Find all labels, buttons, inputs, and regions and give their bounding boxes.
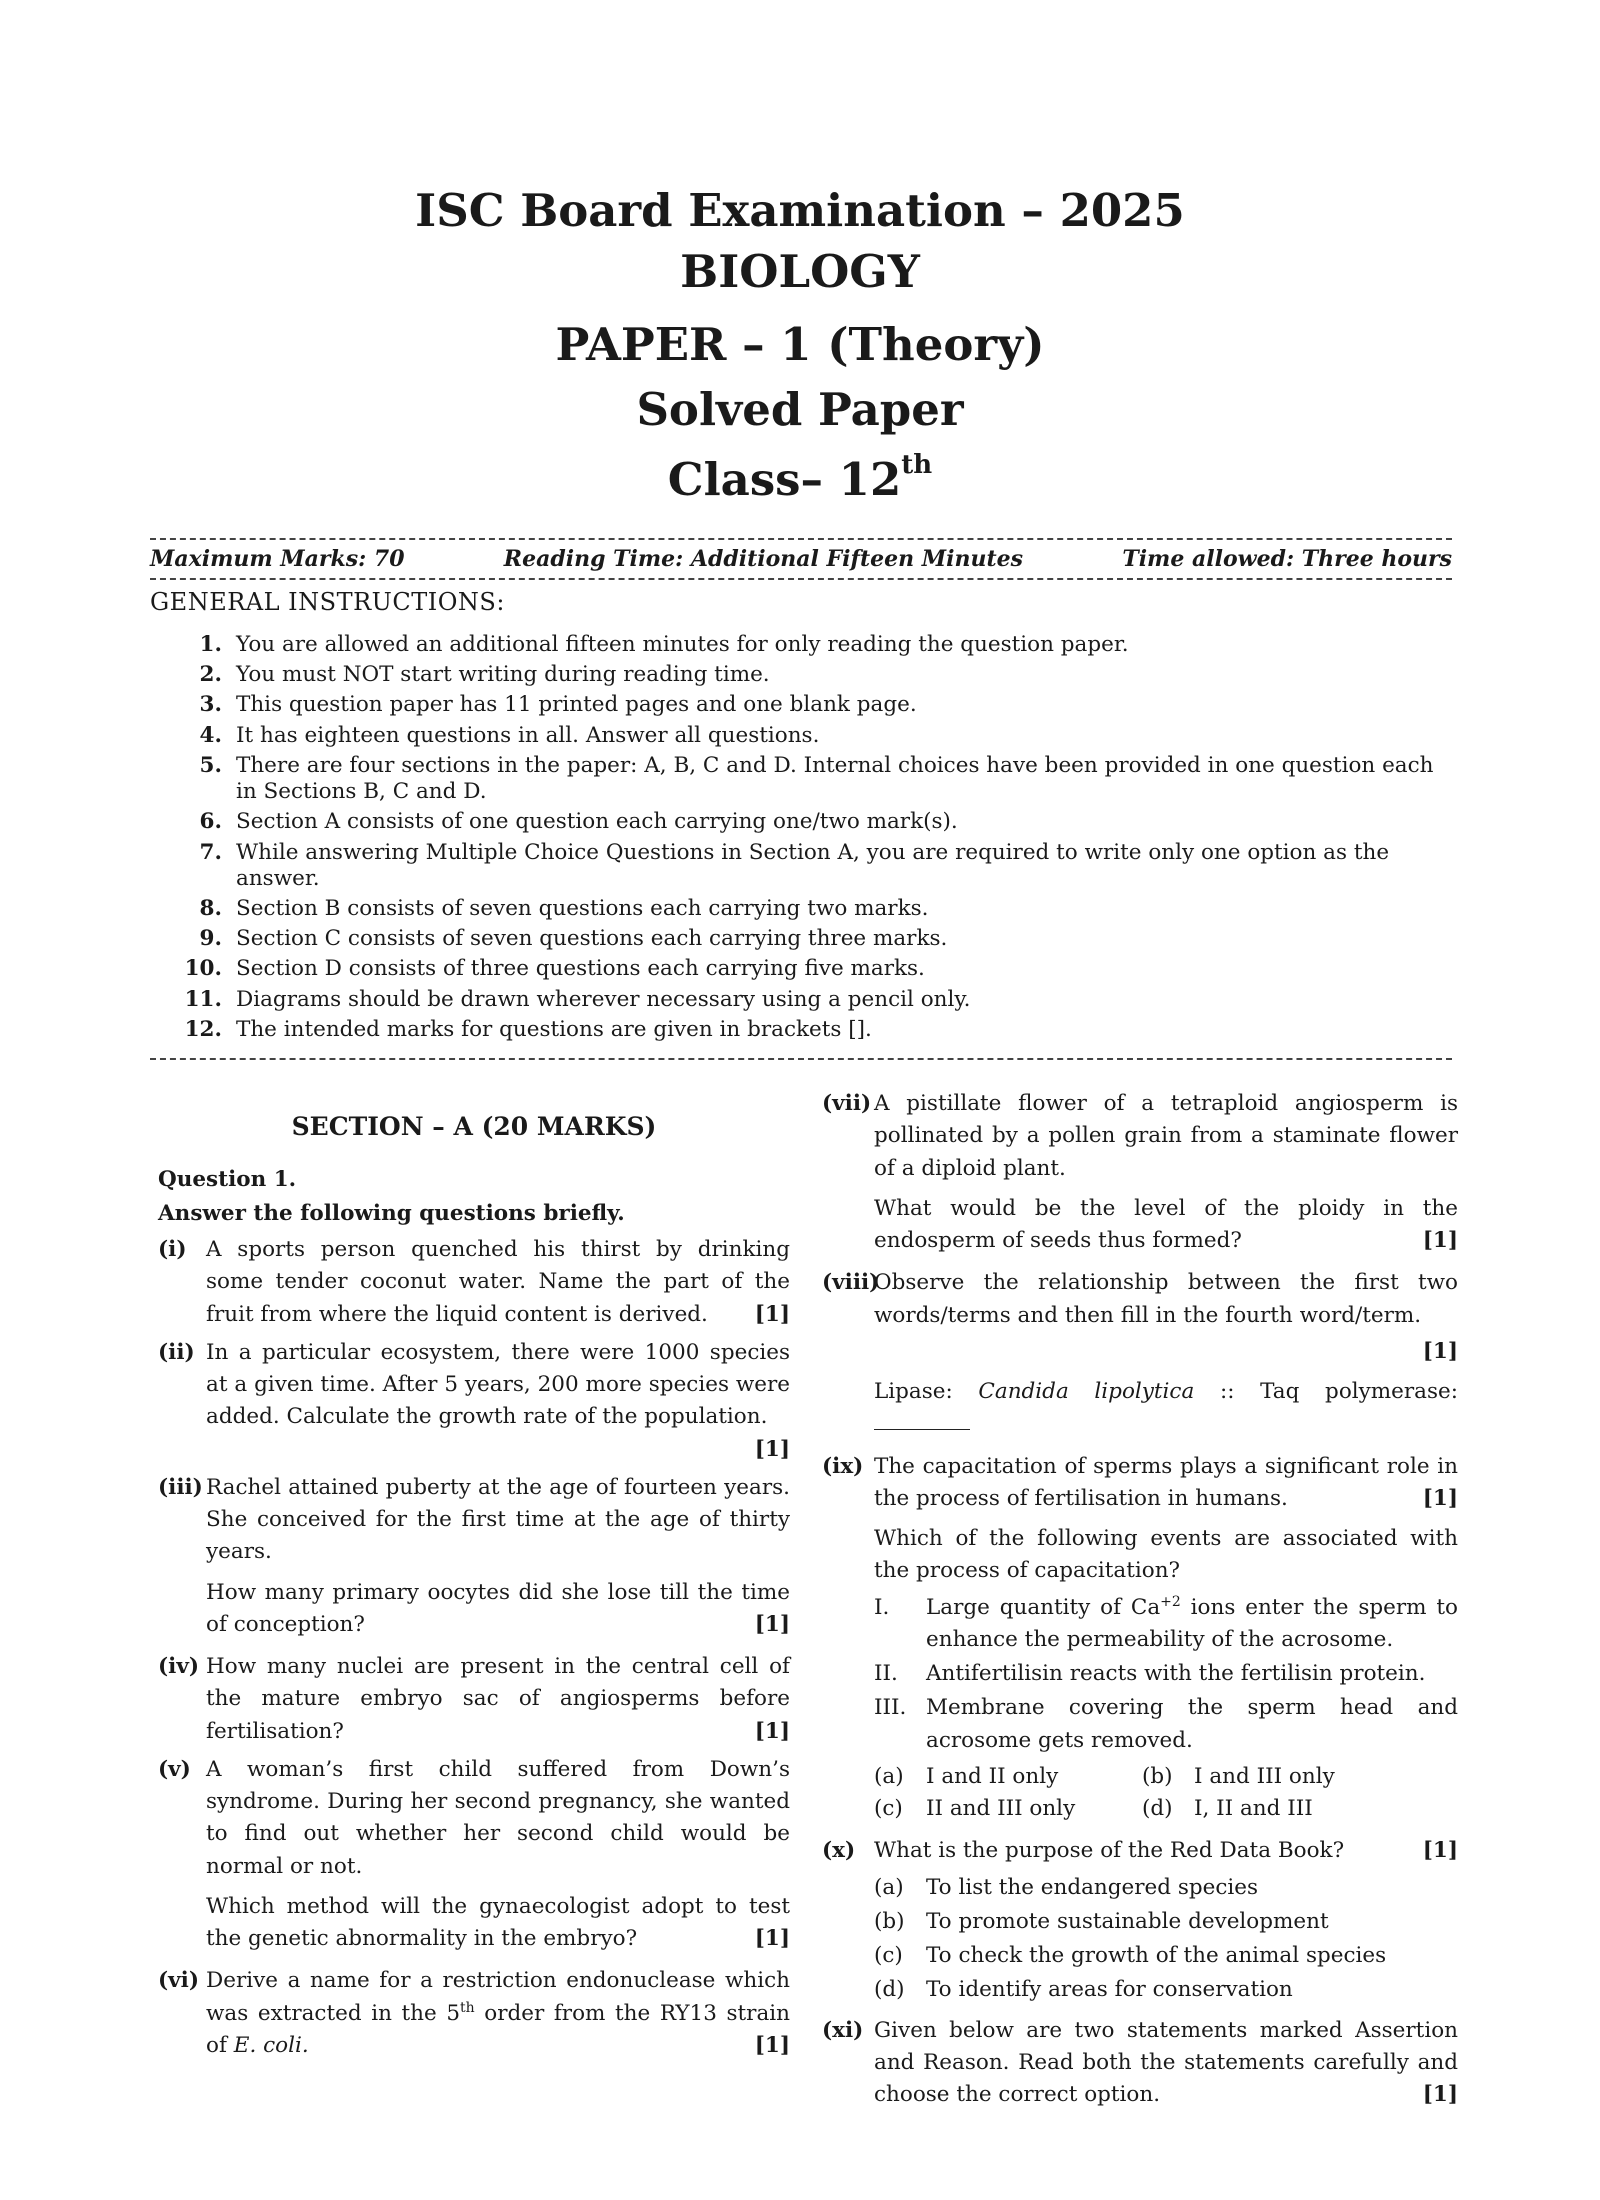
instruction-item: 8. Section B consists of seven questions each carrying two marks.: [199, 895, 929, 921]
paper-title: PAPER – 1 (Theory): [555, 318, 1045, 371]
time-allowed: Time allowed: Three hours: [1122, 546, 1452, 572]
option-c[interactable]: (c) To check the growth of the animal species: [874, 1943, 1387, 1969]
solved-paper-title: Solved Paper: [636, 383, 964, 436]
instruction-item: 12. The intended marks for questions are given in brackets [].: [184, 1016, 872, 1042]
question-item-vi: (vi) Derive a name for a restriction endonuclease which was extracted in the 5th order from the RY13 strain of E. coli. [1]: [158, 1965, 790, 2062]
instruction-item: 3. This question paper has 11 printed pages and one blank page.: [199, 692, 917, 718]
divider-top: [150, 538, 1452, 540]
question-item-xi: (xi) Given below are two statements marked Assertion and Reason. Read both the statements carefully and choose the correct option. [1]: [822, 2015, 1458, 2112]
question-number: Question 1.: [158, 1166, 297, 1192]
question-item-ii: (ii) In a particular ecosystem, there were 1000 species at a given time. After 5 years, 200 more species were added. Calculate the growth rate of the population. [1]: [158, 1337, 790, 1466]
instruction-item: 5. There are four sections in the paper: A, B, C and D. Internal choices have been provided in one question each in Sections B, C and D.: [199, 752, 1434, 805]
exam-title: ISC Board Examination – 2025: [415, 184, 1185, 237]
statement-item: I. Large quantity of $Ca^{+2}$ ions enter the sperm to enhance the permeability of the acrosome.: [874, 1593, 1458, 1652]
statement-item: II. Antifertilisin reacts with the fertilisin protein.: [874, 1661, 1426, 1687]
option-d[interactable]: (d) To identify areas for conservation: [874, 1977, 1293, 2003]
marks-label: [1]: [754, 1718, 790, 1744]
option-b[interactable]: (b) To promote sustainable development: [874, 1908, 1329, 1934]
instruction-item: 11. Diagrams should be drawn wherever necessary using a pencil only.: [184, 986, 971, 1012]
marks-label: [1]: [1422, 2082, 1458, 2108]
paper-title-block: [0, 184, 1600, 506]
instruction-item: 1. You are allowed an additional fifteen minutes for only reading the question paper.: [199, 632, 1129, 657]
general-instructions-title: GENERAL INSTRUCTIONS:: [150, 588, 505, 616]
marks-label: [1]: [1422, 1838, 1458, 1864]
option-a[interactable]: (a) I and II only: [874, 1763, 1059, 1789]
instruction-item: 9. Section C consists of seven questions each carrying three marks.: [199, 926, 948, 952]
marks-label: [1]: [754, 2032, 790, 2058]
instruction-item: 2. You must NOT start writing during reading time.: [199, 662, 770, 688]
right-column: [822, 1088, 1458, 2117]
fill-in-blank: [874, 1411, 970, 1430]
option-b[interactable]: (b) I and III only: [1142, 1763, 1335, 1789]
instruction-item: 6. Section A consists of one question each carrying one/two mark(s).: [199, 809, 958, 835]
instruction-item: 4. It has eighteen questions in all. Answer all questions.: [199, 722, 820, 748]
option-d[interactable]: (d) I, II and III: [1142, 1796, 1313, 1822]
instruction-item: 10. Section D consists of three questions each carrying five marks.: [184, 956, 925, 982]
question-item-vii: (vii) A pistillate flower of a tetraploid angiosperm is pollinated by a pollen grain from a staminate flower of a diploid plant. What would be the level of the ploidy in the endosperm of seeds thus formed? [1]: [822, 1088, 1458, 1261]
marks-label: [1]: [1422, 1228, 1458, 1253]
question-item-viii: (viii) Observe the relationship between the first two words/terms and then fill in the fourth word/term. [1] Lipase: Candida lipolytica :: Taq polymerase:: [822, 1267, 1458, 1444]
subject-title: BIOLOGY: [680, 245, 920, 298]
question-item-v: (v) A woman’s first child suffered from Down’s syndrome. During her second pregnancy, she wanted to find out whether her second child would be normal or not. Which method will the gynaecologist adopt to test the genetic abnormality in the embryo? [1]: [158, 1754, 790, 1960]
marks-label: [1]: [754, 1926, 790, 1951]
divider-meta: [150, 578, 1452, 580]
question-item-iv: (iv) How many nuclei are present in the central cell of the mature embryo sac of angiosperms before fertilisation? [1]: [158, 1651, 790, 1748]
marks-label: [1]: [1422, 1338, 1458, 1364]
question-item-ix: (ix) The capacitation of sperms plays a significant role in the process of fertilisation in humans. [1] Which of the following events are associated with the process of capacitation? I. Large quantity of $Ca^{+2}$ ions enter the sperm to enhance the permeability of the acrosome. II. Antifertilisin reacts with the fertilisin protein. III. Membrane covering the sperm head and acrosome gets removed. (a) I and II only (b) I and III only (c) II and III only (d) I, II and III: [822, 1451, 1458, 1830]
statement-item: III. Membrane covering the sperm head and acrosome gets removed.: [874, 1695, 1458, 1753]
question-item-x: (x) What is the purpose of the Red Data Book? [1] (a) To list the endangered species (b) To promote sustainable development (c) To check the growth of the animal species (d) To identify areas for conservation: [822, 1835, 1458, 2008]
instruction-item: 7. While answering Multiple Choice Questions in Section A, you are required to write only one option as the answer.: [199, 839, 1390, 891]
section-a-title: SECTION – A (20 MARKS): [291, 1112, 657, 1141]
marks-label: [1]: [754, 1301, 790, 1327]
option-a[interactable]: (a) To list the endangered species: [874, 1874, 1259, 1900]
divider-instructions: [150, 1058, 1452, 1060]
max-marks: Maximum Marks: 70: [150, 546, 405, 572]
question-item-iii: (iii) Rachel attained puberty at the age of fourteen years. She conceived for the first time at the age of thirty years. How many primary oocytes did she lose till the time of conception? [1]: [158, 1472, 790, 1645]
options-list: [874, 1872, 1458, 2007]
option-c[interactable]: (c) II and III only: [874, 1796, 1076, 1822]
instructions-list: [150, 632, 1452, 1047]
marks-label: [1]: [754, 1611, 790, 1637]
question-item-i: (i) A sports person quenched his thirst by drinking some tender coconut water. Name the part of the fruit from where the liquid content is derived. [1]: [158, 1234, 790, 1331]
marks-label: [1]: [1422, 1485, 1458, 1511]
reading-time: Reading Time: Additional Fifteen Minutes: [503, 546, 1024, 572]
options-grid: [874, 1761, 1458, 1826]
left-column: [158, 1098, 790, 2068]
exam-meta: [150, 546, 1452, 572]
class-title: Class– 12th: [667, 450, 933, 506]
question-instruction: Answer the following questions briefly.: [158, 1200, 625, 1226]
marks-label: [1]: [754, 1436, 790, 1462]
